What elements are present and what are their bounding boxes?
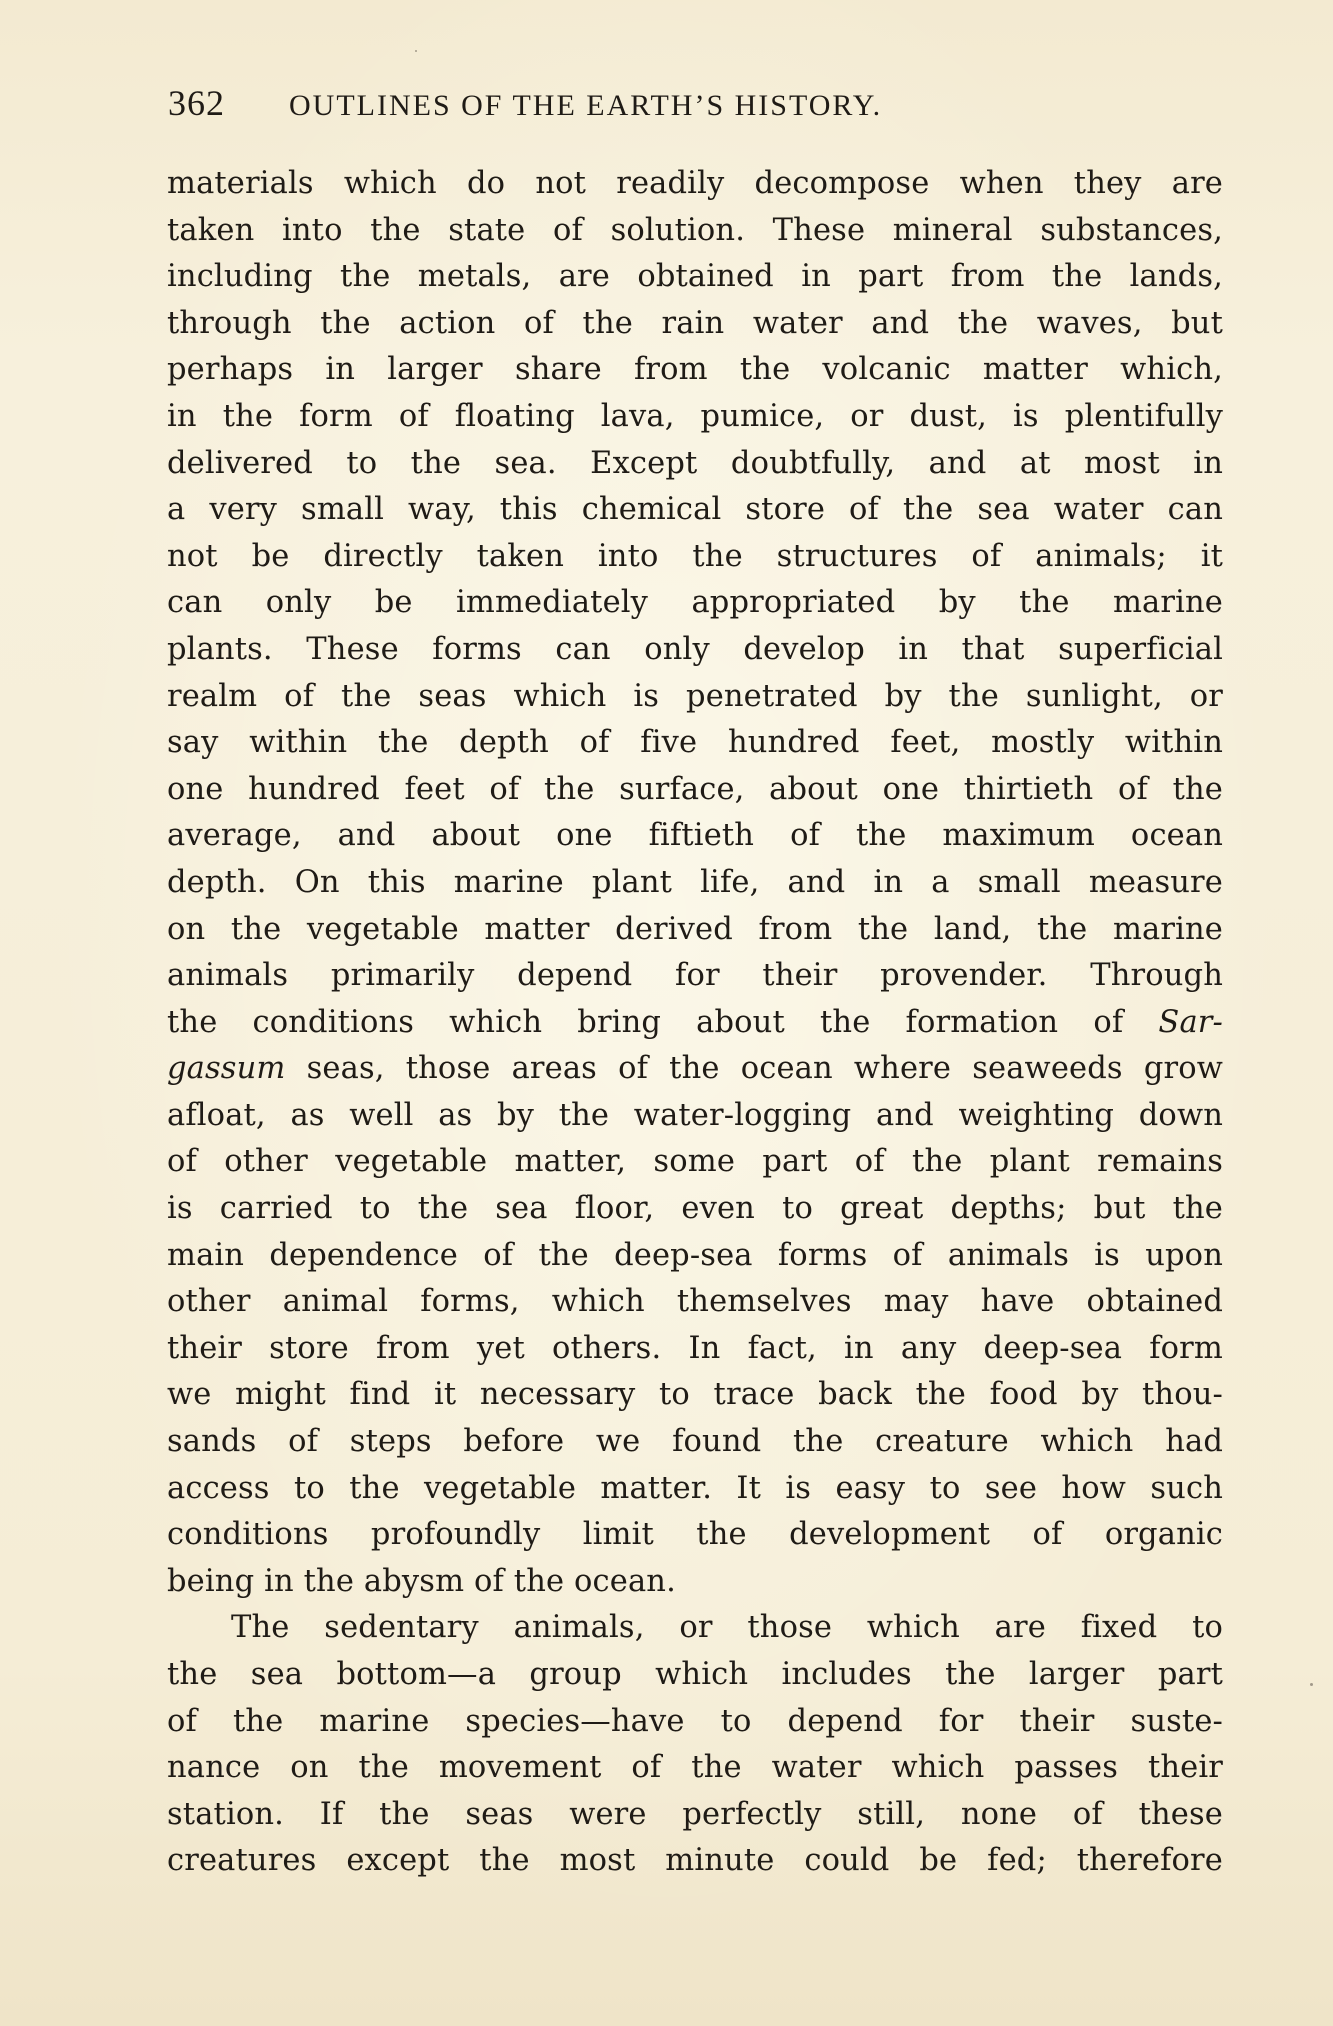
text-line: one hundred feet of the surface, about one thirtieth of the — [167, 771, 1223, 807]
text-line: through the action of the rain water and the waves, but — [167, 305, 1223, 341]
text-line: nance on the movement of the water which passes their — [167, 1750, 1223, 1786]
text-line: delivered to the sea. Except doubtfully, and at most in — [167, 445, 1223, 481]
text-line: other animal forms, which themselves may have obtained — [167, 1284, 1223, 1320]
text-line: realm of the seas which is penetrated by the sunlight, or — [167, 678, 1223, 714]
body-text — [167, 161, 1223, 1885]
page-header — [168, 82, 1068, 130]
text-line: station. If the seas were perfectly still, none of these — [167, 1796, 1223, 1832]
text-line — [167, 1046, 1223, 1093]
text-line: depth. On this marine plant life, and in a small measure — [167, 864, 1223, 900]
text-line: main dependence of the deep-sea forms of animals is upon — [167, 1237, 1223, 1273]
text-line: creatures except the most minute could be fed; therefore — [167, 1843, 1223, 1879]
text-line: animals primarily depend for their provender. Through — [167, 958, 1223, 994]
text-line: access to the vegetable matter. It is easy to see how such — [167, 1470, 1223, 1506]
text-line: say within the depth of five hundred feet, mostly within — [167, 725, 1223, 761]
paragraph-1 — [167, 161, 1223, 1605]
paper-speck — [1310, 1683, 1313, 1686]
text-line: taken into the state of solution. These mineral substances, — [167, 212, 1223, 248]
text-line: of other vegetable matter, some part of the plant remains — [167, 1144, 1223, 1180]
text-line: can only be immediately appropriated by the marine — [167, 585, 1223, 621]
line-text: the conditions which bring about the formation of — [167, 1004, 1159, 1040]
line-text: seas, those areas of the ocean where seaweeds grow — [285, 1051, 1223, 1087]
text-line: The sedentary animals, or those which are fixed to — [231, 1610, 1223, 1646]
running-head: OUTLINES OF THE EARTH’S HISTORY. — [289, 89, 883, 122]
text-line: their store from yet others. In fact, in any deep-sea form — [167, 1330, 1223, 1366]
page-number: 362 — [168, 83, 225, 123]
paper-speck — [415, 50, 417, 52]
text-line: of the marine species—have to depend for their suste- — [167, 1703, 1223, 1739]
text-line: we might find it necessary to trace back the food by thou- — [167, 1377, 1223, 1413]
text-line: including the metals, are obtained in part from the lands, — [167, 259, 1223, 295]
italic-term: Sar- — [1158, 1004, 1223, 1040]
text-line: on the vegetable matter derived from the land, the marine — [167, 911, 1223, 947]
text-line: perhaps in larger share from the volcanic matter which, — [167, 352, 1223, 388]
text-line: materials which do not readily decompose when they are — [167, 166, 1223, 201]
text-line: average, and about one fiftieth of the maximum ocean — [167, 818, 1223, 854]
paragraph-2 — [167, 1605, 1223, 1885]
italic-term: gassum — [167, 1051, 286, 1087]
text-line: being in the abysm of the ocean. — [167, 1563, 676, 1599]
text-line: a very small way, this chemical store of the sea water can — [167, 492, 1223, 528]
text-line: plants. These forms can only develop in that superficial — [167, 631, 1223, 667]
text-line: in the form of floating lava, pumice, or dust, is plentifully — [167, 398, 1223, 434]
text-line: is carried to the sea floor, even to great depths; but the — [167, 1191, 1223, 1227]
text-line: conditions profoundly limit the development of organic — [167, 1517, 1223, 1553]
text-line: sands of steps before we found the creature which had — [167, 1424, 1223, 1460]
text-line: the sea bottom—a group which includes the larger part — [167, 1657, 1223, 1692]
text-line — [167, 1000, 1223, 1047]
text-line: afloat, as well as by the water-logging and weighting down — [167, 1097, 1223, 1133]
text-line: not be directly taken into the structures of animals; it — [167, 538, 1223, 574]
